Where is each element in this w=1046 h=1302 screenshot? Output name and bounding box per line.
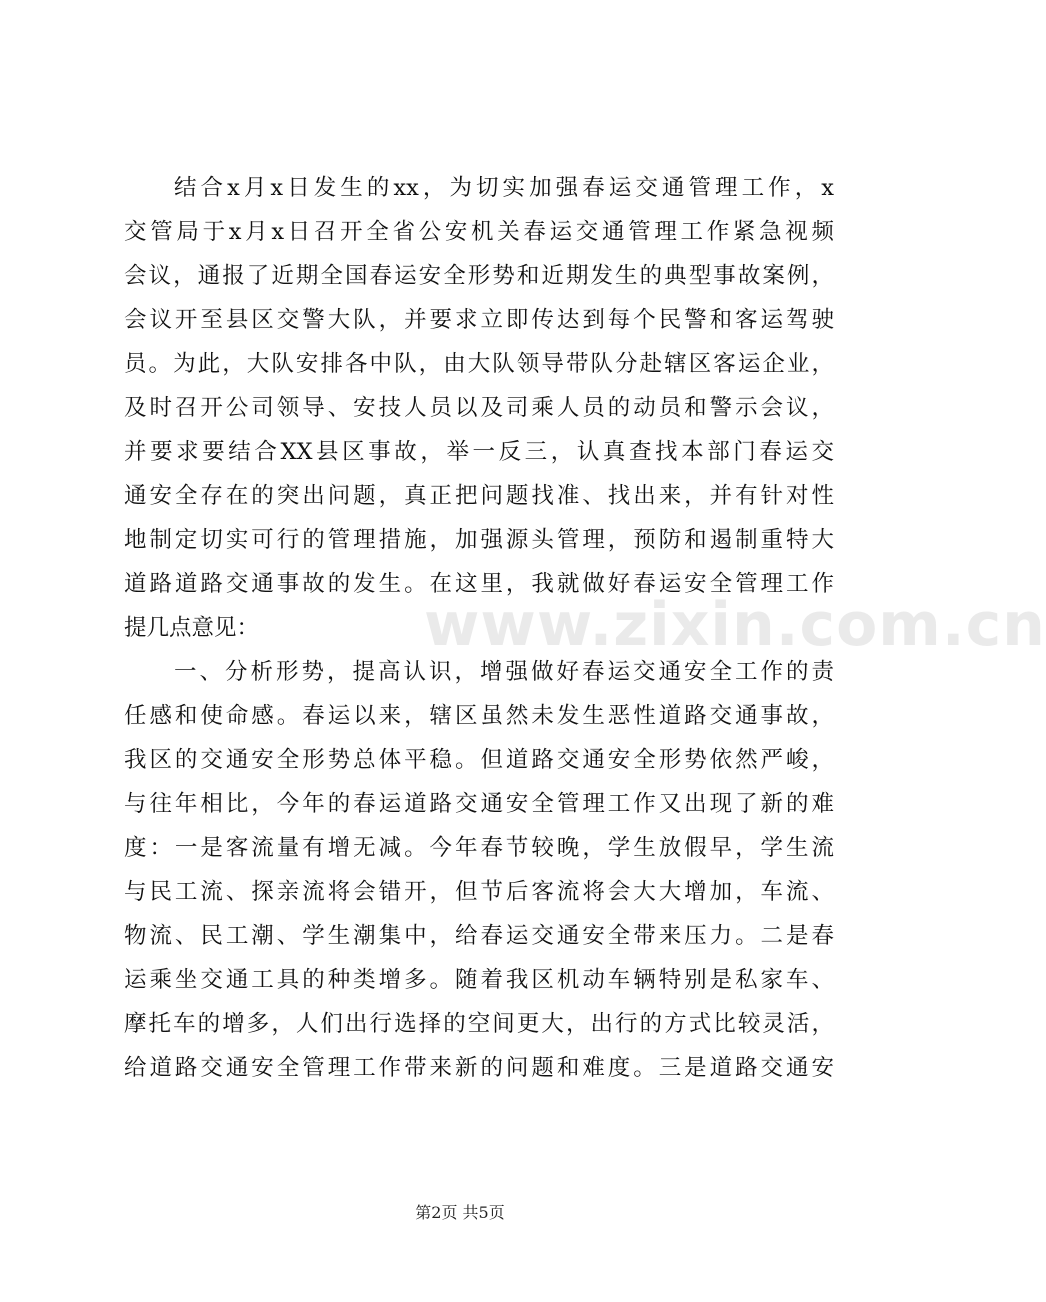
text-line: 会议，通报了近期全国春运安全形势和近期发生的典型事故案例， — [124, 263, 834, 289]
text-line: 任感和使命感。春运以来，辖区虽然未发生恶性道路交通事故， — [124, 703, 834, 729]
text-line: 结合x月x日发生的xx，为切实加强春运交通管理工作，x — [174, 175, 834, 201]
text-line: 与往年相比，今年的春运道路交通安全管理工作又出现了新的难 — [124, 791, 834, 817]
text-line: 给道路交通安全管理工作带来新的问题和难度。三是道路交通安 — [124, 1055, 834, 1081]
text-line: 运乘坐交通工具的种类增多。随着我区机动车辆特别是私家车、 — [124, 967, 834, 993]
text-line: 与民工流、探亲流将会错开，但节后客流将会大大增加，车流、 — [124, 879, 834, 905]
text-line: 并要求要结合XX县区事故，举一反三，认真查找本部门春运交 — [124, 439, 834, 465]
text-line: 通安全存在的突出问题，真正把问题找准、找出来，并有针对性 — [124, 483, 834, 509]
text-line: 地制定切实可行的管理措施，加强源头管理，预防和遏制重特大 — [124, 527, 834, 553]
text-line: 我区的交通安全形势总体平稳。但道路交通安全形势依然严峻， — [124, 747, 834, 773]
text-line: 交管局于x月x日召开全省公安机关春运交通管理工作紧急视频 — [124, 219, 834, 245]
text-line: 员。为此，大队安排各中队，由大队领导带队分赴辖区客运企业， — [124, 351, 834, 377]
watermark: www.zixin.com.cn — [424, 590, 1046, 660]
text-line: 物流、民工潮、学生潮集中，给春运交通安全带来压力。二是春 — [124, 923, 834, 949]
text-line: 一、分析形势，提高认识，增强做好春运交通安全工作的责 — [174, 659, 834, 685]
text-line: 度：一是客流量有增无减。今年春节较晚，学生放假早，学生流 — [124, 835, 834, 861]
text-line: 道路道路交通事故的发生。在这里，我就做好春运安全管理工作 — [124, 571, 834, 597]
text-line: 摩托车的增多，人们出行选择的空间更大，出行的方式比较灵活， — [124, 1011, 834, 1037]
text-line: 提几点意见： — [124, 615, 260, 641]
text-line: 会议开至县区交警大队，并要求立即传达到每个民警和客运驾驶 — [124, 307, 834, 333]
page-footer: 第2页 共5页 — [415, 1203, 505, 1222]
text-line: 及时召开公司领导、安技人员以及司乘人员的动员和警示会议， — [124, 395, 834, 421]
document-body — [124, 166, 834, 1090]
